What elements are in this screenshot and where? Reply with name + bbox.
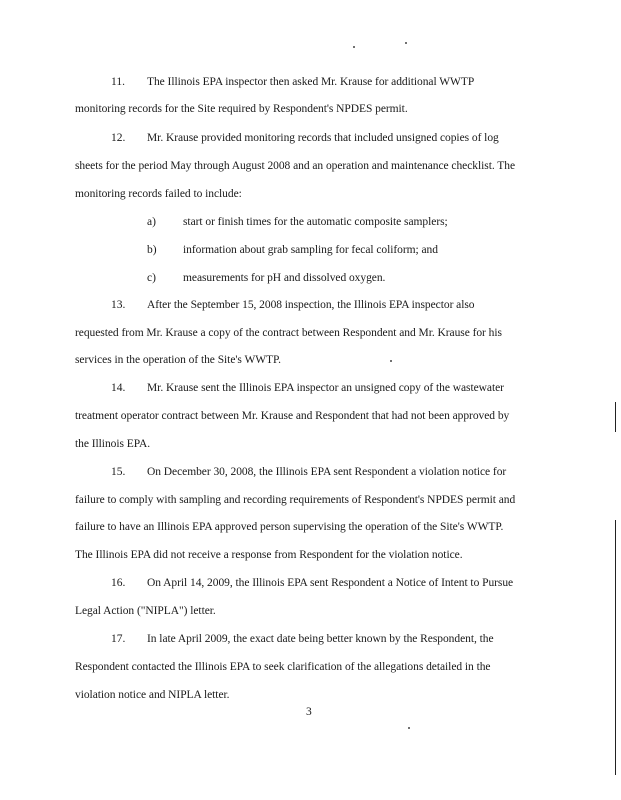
paragraph-line: monitoring records failed to include: <box>75 188 242 200</box>
paragraph-line: failure to have an Illinois EPA approved person supervising the operation of the Site's WWTP. <box>75 521 504 533</box>
paragraph-first-line: Mr. Krause provided monitoring records that included unsigned copies of log <box>147 132 499 144</box>
paragraph-line: treatment operator contract between Mr. Krause and Respondent that had not been approved by <box>75 410 510 422</box>
paragraph-first-line: The Illinois EPA inspector then asked Mr. Krause for additional WWTP <box>147 76 475 88</box>
paragraph-number: 15. <box>111 466 126 478</box>
paragraph-line: requested from Mr. Krause a copy of the contract between Respondent and Mr. Krause for his <box>75 327 502 339</box>
scan-speck <box>390 360 392 362</box>
paragraph-line: services in the operation of the Site's WWTP. <box>75 354 281 366</box>
paragraph-line: Legal Action ("NIPLA") letter. <box>75 605 216 617</box>
paragraph-first-line: Mr. Krause sent the Illinois EPA inspector an unsigned copy of the wastewater <box>147 382 504 394</box>
paragraph-line: The Illinois EPA did not receive a response from Respondent for the violation notice. <box>75 549 463 561</box>
paragraph-number: 16. <box>111 577 126 589</box>
scan-speck <box>353 46 355 48</box>
paragraph-number: 14. <box>111 382 126 394</box>
paragraph-number: 12. <box>111 132 126 144</box>
paragraph-number: 17. <box>111 633 126 645</box>
scan-edge-line <box>615 520 616 775</box>
list-item: start or finish times for the automatic composite samplers; <box>183 216 448 228</box>
list-item: measurements for pH and dissolved oxygen. <box>183 272 386 284</box>
paragraph-line: failure to comply with sampling and recording requirements of Respondent's NPDES permit and <box>75 494 516 506</box>
paragraph-line: sheets for the period May through August 2008 and an operation and maintenance checklist. The <box>75 160 516 172</box>
paragraph-number: 11. <box>111 76 125 88</box>
list-marker: a) <box>147 216 156 228</box>
paragraph-line: Respondent contacted the Illinois EPA to seek clarification of the allegations detailed in the <box>75 661 491 673</box>
page-number: 3 <box>306 706 312 718</box>
paragraph-line: the Illinois EPA. <box>75 438 151 450</box>
list-marker: c) <box>147 272 156 284</box>
scan-edge-line <box>615 402 616 432</box>
paragraph-first-line: On April 14, 2009, the Illinois EPA sent Respondent a Notice of Intent to Pursue <box>147 577 514 589</box>
paragraph-number: 13. <box>111 299 126 311</box>
paragraph-first-line: In late April 2009, the exact date being better known by the Respondent, the <box>147 633 494 645</box>
list-item: information about grab sampling for fecal coliform; and <box>183 244 438 256</box>
scan-speck <box>408 727 410 729</box>
list-marker: b) <box>147 244 157 256</box>
paragraph-first-line: On December 30, 2008, the Illinois EPA sent Respondent a violation notice for <box>147 466 507 478</box>
scan-speck <box>405 42 407 44</box>
paragraph-first-line: After the September 15, 2008 inspection, the Illinois EPA inspector also <box>147 299 475 311</box>
paragraph-line: violation notice and NIPLA letter. <box>75 689 230 701</box>
paragraph-line: monitoring records for the Site required by Respondent's NPDES permit. <box>75 103 408 115</box>
